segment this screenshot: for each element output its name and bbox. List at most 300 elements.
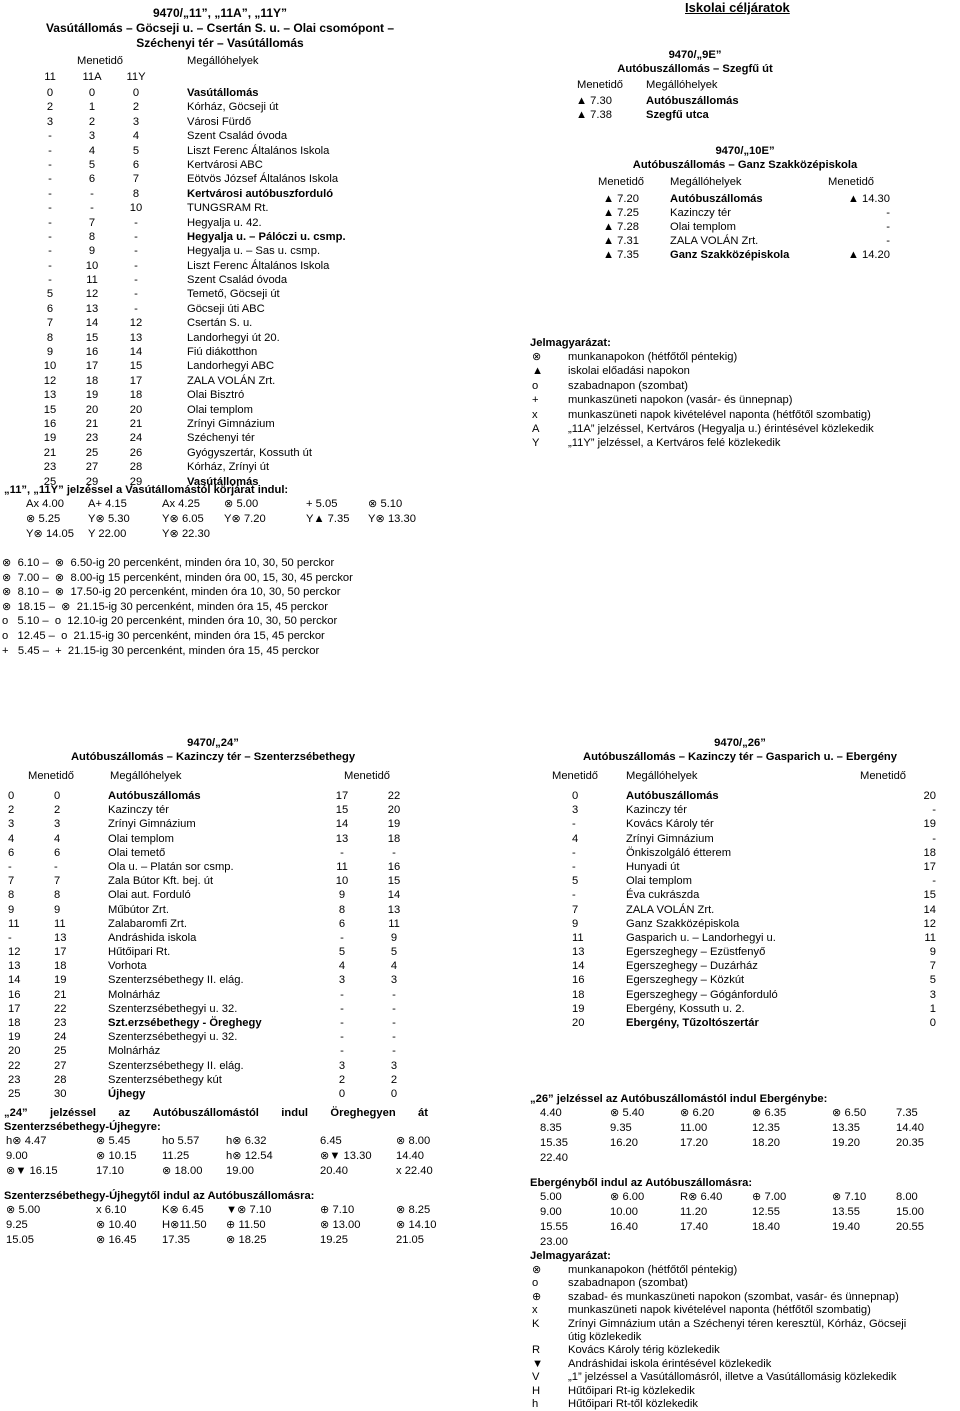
line-24-departures bbox=[4, 1106, 437, 1248]
stop-name: Eötvös József Általános Iskola bbox=[187, 173, 339, 186]
table-row bbox=[20, 431, 460, 445]
legend-text: Andráshidai iskola érintésével közlekedik bbox=[568, 1357, 772, 1370]
table-row bbox=[530, 789, 960, 803]
time-11y: 3 bbox=[132, 115, 140, 128]
time-in-a: 5 bbox=[338, 946, 346, 959]
time-out-b: 9 bbox=[54, 903, 61, 916]
departure-time: x 22.40 bbox=[396, 1165, 433, 1177]
legend-text: Hűtőipari Rt-ig közlekedik bbox=[568, 1384, 695, 1397]
departure-time: 15.05 bbox=[6, 1234, 34, 1246]
stop-name: Autóbuszállomás bbox=[646, 95, 739, 108]
table-row bbox=[8, 846, 468, 860]
time-out-a: 14 bbox=[8, 974, 21, 987]
stop-name: Hegyalja u. – Pálóczi u. csmp. bbox=[187, 230, 346, 243]
table-row bbox=[20, 230, 460, 244]
return-time: - bbox=[886, 221, 890, 234]
departure-line bbox=[2, 512, 472, 527]
departure-time: ⊕ 7.10 bbox=[320, 1204, 355, 1216]
time-out: 3 bbox=[572, 804, 579, 817]
line-26-timetable bbox=[530, 736, 960, 1030]
departure-time: ⊗ 14.10 bbox=[396, 1219, 437, 1231]
stop-name: Zala Bútor Kft. bej. út bbox=[108, 875, 214, 888]
line-26-dep1-title: „26” jelzéssel az Autóbuszállomástól indul Ebergénybe: bbox=[530, 1093, 828, 1105]
time-in-a: 3 bbox=[338, 1059, 346, 1072]
departure-line bbox=[2, 527, 472, 542]
time-11a: 25 bbox=[85, 446, 99, 459]
departure-time: 16.40 bbox=[610, 1221, 638, 1233]
departure-time: 15.35 bbox=[540, 1137, 568, 1149]
time-out-a: 23 bbox=[8, 1073, 21, 1086]
return-time: - bbox=[886, 207, 890, 220]
header-menetido: Menetidő bbox=[577, 79, 624, 92]
legend-symbol: ▲ bbox=[532, 365, 544, 378]
time-11y: - bbox=[134, 245, 138, 258]
school-title: Iskolai céljáratok bbox=[685, 0, 790, 15]
departure-time: Y⊗ 14.05 bbox=[26, 528, 74, 540]
stop-name: Olai templom bbox=[108, 832, 174, 845]
frequency-line: o 5.10 – o 12.10-ig 20 percenként, minden óra 10, 30, 50 perckor bbox=[2, 615, 338, 628]
header-stops: Megállóhelyek bbox=[187, 55, 259, 67]
time-out-a: 22 bbox=[8, 1059, 21, 1072]
time-11a: 18 bbox=[85, 374, 99, 387]
table-row bbox=[530, 945, 960, 959]
time-in-b: 0 bbox=[390, 1087, 398, 1100]
stop-name: Zrínyi Gimnázium bbox=[108, 818, 196, 831]
line-11-route-end: Széchenyi tér – Vasútállomás bbox=[136, 36, 304, 50]
time-out-b: 23 bbox=[54, 1017, 67, 1029]
time-11a: 14 bbox=[85, 317, 99, 330]
title-word: Öreghegyen bbox=[330, 1107, 396, 1119]
legend-title: Jelmagyarázat: bbox=[530, 337, 611, 349]
legend-text: iskolai előadási napokon bbox=[568, 365, 690, 378]
time-out-a: 11 bbox=[8, 917, 20, 930]
time-11: - bbox=[48, 230, 52, 243]
time-in: 0 bbox=[929, 1017, 936, 1029]
legend-item bbox=[530, 1397, 960, 1410]
table-row bbox=[20, 273, 460, 287]
time-out-a: 9 bbox=[8, 903, 15, 916]
table-row bbox=[8, 832, 468, 846]
departure-time: 21.05 bbox=[396, 1234, 424, 1246]
time-11: 16 bbox=[43, 417, 57, 430]
time-out: - bbox=[572, 889, 576, 902]
time-11y: 7 bbox=[132, 173, 140, 186]
departure-line bbox=[530, 1136, 960, 1151]
table-row bbox=[20, 244, 460, 258]
departure-line bbox=[4, 1164, 433, 1179]
table-row bbox=[8, 1059, 468, 1073]
time-out-b: 28 bbox=[54, 1073, 67, 1086]
departure-time: 8.35 bbox=[540, 1122, 562, 1134]
legend-symbol: ⊗ bbox=[532, 1264, 542, 1276]
time-out-a: 12 bbox=[8, 946, 21, 959]
time-11: - bbox=[48, 130, 52, 143]
line-11-frequency bbox=[2, 556, 472, 658]
table-row bbox=[20, 201, 460, 215]
time-11: 23 bbox=[43, 461, 57, 474]
time-11a: 20 bbox=[85, 403, 99, 416]
legend-symbol: ⊕ bbox=[532, 1290, 542, 1303]
legend-text: szabadnapon (szombat) bbox=[568, 1277, 689, 1290]
time-in-b: 15 bbox=[387, 875, 401, 888]
stop-name: Szegfű utca bbox=[646, 109, 709, 122]
time-11: - bbox=[48, 158, 52, 171]
time-11a: - bbox=[90, 202, 94, 215]
stop-name: Önkiszolgáló étterem bbox=[626, 846, 732, 859]
time-out-b: 17 bbox=[54, 946, 67, 959]
time-in: 17 bbox=[923, 860, 936, 873]
time-11y: 21 bbox=[129, 417, 143, 430]
departure-time: 9.00 bbox=[6, 1150, 28, 1162]
stop-name: Molnárház bbox=[108, 988, 161, 1001]
return-time: - bbox=[886, 235, 890, 248]
departure-line bbox=[4, 1134, 431, 1149]
departure-time: Y⊗ 5.30 bbox=[88, 513, 130, 525]
time-out: 16 bbox=[572, 974, 585, 987]
time-in-a: - bbox=[340, 931, 344, 944]
time-in: 7 bbox=[929, 960, 936, 973]
time-out-a: 6 bbox=[8, 846, 15, 859]
time-in-b: - bbox=[392, 846, 396, 859]
time-out-b: 7 bbox=[54, 875, 61, 888]
departure-time: ▲ 7.28 bbox=[603, 221, 639, 234]
stop-name: Szenterzsébethegy kút bbox=[108, 1073, 222, 1086]
time-11: - bbox=[48, 144, 52, 157]
stop-name: Olai temető bbox=[108, 846, 166, 859]
time-in-b: 3 bbox=[390, 974, 398, 987]
table-row bbox=[530, 220, 960, 234]
time-out-a: 18 bbox=[8, 1017, 21, 1029]
time-out: 9 bbox=[572, 917, 579, 930]
title-word: indul bbox=[281, 1107, 309, 1119]
departure-time: h⊗ 4.47 bbox=[6, 1135, 47, 1147]
departure-line bbox=[530, 1106, 960, 1121]
line-24-dep2-title: Szenterzsébethegy-Újhegytől indul az Autóbuszállomásra: bbox=[4, 1190, 315, 1202]
route-9e-route: Autóbuszállomás – Szegfű út bbox=[617, 63, 773, 76]
time-in-b: - bbox=[392, 1031, 396, 1044]
time-11y: 15 bbox=[129, 360, 143, 373]
departure-time: 10.00 bbox=[610, 1206, 638, 1218]
legend-item bbox=[530, 393, 960, 407]
departure-time: 20.40 bbox=[320, 1165, 348, 1177]
time-out: - bbox=[572, 818, 576, 831]
table-row bbox=[530, 1016, 960, 1030]
legend-text: munkanapokon (hétfőtől péntekig) bbox=[568, 351, 738, 363]
legend-item bbox=[530, 1343, 960, 1356]
departure-time: 20.35 bbox=[896, 1137, 924, 1149]
table-row bbox=[20, 403, 460, 417]
departure-time: R⊗ 6.40 bbox=[680, 1191, 723, 1203]
stop-name: Zalabaromfi Zrt. bbox=[108, 917, 187, 930]
time-11a: 7 bbox=[88, 216, 96, 229]
legend-text: Zrínyi Gimnázium után a Széchenyi téren keresztül, Kórház, Göcseji bbox=[568, 1317, 907, 1330]
time-in-b: 9 bbox=[390, 931, 398, 944]
stop-name: Kazinczy tér bbox=[670, 207, 731, 220]
legend-item bbox=[530, 350, 960, 364]
time-11: - bbox=[48, 259, 52, 272]
time-11a: 21 bbox=[85, 417, 99, 430]
departure-time: ⊕ 11.50 bbox=[226, 1219, 266, 1231]
departure-time: ▲ 7.30 bbox=[576, 95, 612, 108]
time-in-a: 6 bbox=[338, 917, 346, 930]
stop-name: Vasútállomás bbox=[187, 475, 259, 488]
time-out-a: 2 bbox=[8, 804, 15, 817]
time-out-b: 24 bbox=[54, 1031, 67, 1044]
table-row bbox=[8, 874, 468, 888]
departure-time: ⊗ 6.50 bbox=[832, 1107, 867, 1119]
time-out-a: 4 bbox=[8, 832, 15, 845]
departure-time: 11.20 bbox=[680, 1206, 708, 1218]
line-11-departures bbox=[2, 483, 472, 542]
legend-text: munkaszüneti napok kivételével naponta (hétfőtől szombatig) bbox=[568, 1304, 871, 1317]
departure-time: ⊗ 5.00 bbox=[224, 498, 259, 510]
stop-name: Egerszeghegy – Közkút bbox=[626, 974, 745, 987]
departure-time: Y⊗ 7.20 bbox=[224, 513, 266, 525]
departure-time: ⊗ 8.25 bbox=[396, 1204, 431, 1216]
stop-name: ZALA VOLÁN Zrt. bbox=[187, 374, 276, 387]
stop-name: Fiú diákotthon bbox=[187, 346, 258, 359]
legend-text: „1” jelzéssel a Vasútállomásról, illetve a Vasútállomásig közlekedik bbox=[568, 1371, 897, 1384]
legend-symbol: Y bbox=[532, 437, 540, 450]
time-11y: - bbox=[134, 230, 138, 243]
time-11a: 2 bbox=[88, 115, 96, 128]
time-11y: - bbox=[134, 259, 138, 272]
legend-item bbox=[530, 422, 960, 436]
line-26-dep2-title: Ebergényből indul az Autóbuszállomásra: bbox=[530, 1177, 753, 1189]
time-out-b: 6 bbox=[54, 846, 61, 859]
time-out-a: 13 bbox=[8, 960, 21, 973]
header-menetido: Menetidő bbox=[28, 770, 75, 782]
table-row bbox=[530, 973, 960, 987]
table-row bbox=[20, 359, 460, 373]
departure-time: Y⊗ 6.05 bbox=[162, 513, 204, 525]
stop-name: TUNGSRAM Rt. bbox=[187, 202, 269, 215]
time-11: - bbox=[48, 216, 52, 229]
table-row bbox=[20, 302, 460, 316]
departure-time: ▲ 7.25 bbox=[603, 207, 639, 220]
departure-time: ▲ 7.20 bbox=[603, 193, 639, 206]
time-in-a: 2 bbox=[338, 1073, 346, 1086]
stop-name: Autóbuszállomás bbox=[108, 790, 201, 802]
time-11: 9 bbox=[46, 346, 54, 359]
table-row bbox=[530, 860, 960, 874]
time-out-a: 3 bbox=[8, 818, 15, 831]
stop-name: Éva cukrászda bbox=[626, 889, 700, 902]
header-stops: Megállóhelyek bbox=[670, 176, 742, 189]
departure-time: h⊗ 12.54 bbox=[226, 1150, 273, 1162]
line-26-departures bbox=[530, 1092, 960, 1250]
departure-time: 22.40 bbox=[540, 1152, 568, 1164]
table-row bbox=[8, 1030, 468, 1044]
stop-name: Ganz Szakközépiskola bbox=[626, 917, 740, 930]
time-in-b: - bbox=[392, 1045, 396, 1058]
departure-time: ⊗ 6.00 bbox=[610, 1191, 645, 1203]
stop-name: Kórház, Zrínyi út bbox=[187, 461, 270, 474]
time-out-b: 3 bbox=[54, 818, 61, 831]
route-9e-title: 9470/„9E” bbox=[668, 49, 722, 62]
time-11a: 29 bbox=[85, 475, 99, 488]
legend-symbol: H bbox=[532, 1384, 541, 1397]
departure-time: 18.40 bbox=[752, 1221, 780, 1233]
time-out-a: - bbox=[8, 860, 12, 873]
time-out: 14 bbox=[572, 960, 585, 973]
time-11a: 10 bbox=[85, 259, 99, 272]
legend-symbol: V bbox=[532, 1371, 540, 1384]
time-11a: 27 bbox=[85, 461, 99, 474]
legend-text: „11A” jelzéssel, Kertváros (Hegyalja u.) érintésével közlekedik bbox=[568, 422, 874, 435]
line-11-title: 9470/„11”, „11A”, „11Y” bbox=[152, 6, 288, 20]
departure-time: 19.40 bbox=[832, 1221, 860, 1233]
legend-text: munkanapokon (hétfőtől péntekig) bbox=[568, 1264, 738, 1276]
time-out-b: 18 bbox=[54, 960, 67, 973]
time-11: 19 bbox=[43, 432, 57, 445]
stop-name: Andráshida iskola bbox=[108, 931, 197, 944]
time-in-b: 14 bbox=[387, 889, 401, 902]
table-row bbox=[530, 192, 960, 206]
legend-symbol: ▼ bbox=[532, 1357, 544, 1370]
stop-name: Gyógyszertár, Kossuth út bbox=[187, 446, 312, 459]
header-column: 11 bbox=[44, 71, 56, 83]
stop-name: Temető, Göcseji út bbox=[187, 288, 280, 301]
stop-name: Újhegy bbox=[108, 1087, 146, 1100]
table-row bbox=[20, 100, 460, 114]
stop-name: Hunyadi út bbox=[626, 860, 680, 873]
time-in: 3 bbox=[929, 988, 936, 1001]
time-11a: 9 bbox=[88, 245, 96, 258]
legend-symbol: h bbox=[532, 1397, 539, 1410]
time-in-a: - bbox=[340, 1031, 344, 1044]
time-in-a: 13 bbox=[335, 832, 349, 845]
stop-name: Ganz Szakközépiskola bbox=[670, 249, 790, 262]
departure-time: ⊗ 5.25 bbox=[26, 513, 61, 525]
time-in-b: 19 bbox=[387, 818, 401, 831]
time-out-a: - bbox=[8, 931, 12, 944]
time-11y: 0 bbox=[132, 87, 140, 99]
title-word: Autóbuszállomástól bbox=[152, 1107, 259, 1119]
time-in-b: 13 bbox=[387, 903, 401, 916]
table-row bbox=[8, 803, 468, 817]
time-in: 14 bbox=[923, 903, 936, 916]
stop-name: ZALA VOLÁN Zrt. bbox=[626, 903, 715, 916]
stop-name: Széchenyi tér bbox=[187, 432, 255, 445]
time-11: - bbox=[48, 187, 52, 200]
time-11y: 2 bbox=[132, 101, 140, 114]
time-out: 20 bbox=[572, 1017, 585, 1029]
departure-time: 20.55 bbox=[896, 1221, 924, 1233]
departure-time: ⊗ 18.25 bbox=[226, 1234, 267, 1246]
departure-time: 4.40 bbox=[540, 1107, 562, 1119]
stop-name: Szt.erzsébethegy - Öreghegy bbox=[108, 1017, 262, 1029]
stop-name: Szenterzsébethegyi u. 32. bbox=[108, 1002, 238, 1015]
stop-name: Szenterzsébethegy II. elág. bbox=[108, 974, 244, 987]
table-row bbox=[530, 917, 960, 931]
legend-item bbox=[530, 1303, 960, 1316]
time-in-a: 11 bbox=[336, 860, 348, 873]
line-24-dep1-title2: Szenterzsébethegy-Újhegyre: bbox=[4, 1121, 161, 1133]
time-11y: - bbox=[134, 274, 138, 287]
departure-line bbox=[530, 1220, 960, 1235]
time-out: 0 bbox=[572, 790, 579, 802]
header-stops: Megállóhelyek bbox=[646, 79, 718, 92]
table-row bbox=[8, 1073, 468, 1087]
time-11y: 4 bbox=[132, 130, 140, 143]
table-row bbox=[530, 874, 960, 888]
time-11: 15 bbox=[43, 403, 57, 416]
frequency-line: ⊗ 8.10 – ⊗ 17.50-ig 20 percenként, minden óra 10, 30, 50 perckor bbox=[2, 586, 341, 599]
departure-line bbox=[2, 497, 472, 512]
table-row bbox=[8, 1016, 468, 1030]
legend-item bbox=[530, 436, 960, 450]
stop-name: Olai Bisztró bbox=[187, 389, 245, 402]
stop-name: Zrínyi Gimnázium bbox=[187, 417, 275, 430]
table-row bbox=[20, 86, 460, 100]
table-row bbox=[530, 1002, 960, 1016]
header-menetido: Menetidő bbox=[552, 770, 599, 782]
departure-time: ▲ 7.31 bbox=[603, 235, 639, 248]
time-out: 7 bbox=[572, 903, 579, 916]
header-menetido: Menetidő bbox=[77, 55, 124, 67]
departure-time: ⊗ 13.00 bbox=[320, 1219, 361, 1231]
route-10e-title: 9470/„10E” bbox=[715, 145, 775, 158]
line-11-dep-title: „11”, „11Y” jelzéssel a Vasútállomástól körjárat indul: bbox=[4, 484, 289, 496]
departure-time: 11.25 bbox=[162, 1150, 190, 1162]
stop-name: Ebergény, Tűzoltószertár bbox=[626, 1017, 759, 1029]
stop-name: Olai templom bbox=[626, 875, 692, 888]
legend-item bbox=[530, 1357, 960, 1370]
time-in-b: 20 bbox=[387, 804, 401, 817]
time-11a: 19 bbox=[85, 389, 99, 402]
time-out-a: 17 bbox=[8, 1002, 21, 1015]
time-in: 11 bbox=[924, 931, 936, 944]
time-11a: 8 bbox=[88, 230, 96, 243]
legend-symbol: o bbox=[532, 379, 539, 392]
stop-name: Szent Család óvoda bbox=[187, 274, 288, 287]
time-in: 9 bbox=[929, 946, 936, 959]
legend-item bbox=[530, 1370, 960, 1383]
header-menetido-return: Menetidő bbox=[860, 770, 907, 782]
departure-time: 19.25 bbox=[320, 1234, 348, 1246]
table-row bbox=[8, 888, 468, 902]
time-in: 12 bbox=[923, 917, 936, 930]
departure-time: ▼⊗ 7.10 bbox=[226, 1204, 272, 1216]
stop-name: Molnárház bbox=[108, 1045, 161, 1058]
time-out-b: 22 bbox=[54, 1002, 67, 1015]
time-in: 18 bbox=[923, 846, 936, 859]
table-row bbox=[8, 959, 468, 973]
stop-name: Városi Fürdő bbox=[187, 115, 252, 128]
departure-time: H⊗11.50 bbox=[162, 1219, 207, 1231]
time-in-a: 3 bbox=[338, 974, 346, 987]
time-11a: 13 bbox=[85, 302, 99, 315]
time-out-a: 7 bbox=[8, 875, 15, 888]
title-word: jelzéssel bbox=[50, 1107, 97, 1119]
frequency-line: + 5.45 – + 21.15-ig 30 percenként, minden óra 15, 45 perckor bbox=[2, 644, 320, 657]
departure-time: 23.00 bbox=[540, 1236, 568, 1248]
time-in: - bbox=[932, 875, 936, 888]
departure-time: 19.00 bbox=[226, 1165, 254, 1177]
time-out-a: 19 bbox=[8, 1031, 21, 1044]
time-11: - bbox=[48, 245, 52, 258]
legend-text: munkaszüneti napokon (vasár- és ünnepnap) bbox=[568, 394, 793, 407]
time-in-a: 4 bbox=[338, 960, 346, 973]
time-in-a: 9 bbox=[338, 889, 346, 902]
stop-name: Kazinczy tér bbox=[108, 804, 169, 817]
time-out-b: 11 bbox=[54, 917, 66, 930]
departure-time: ⊕ 7.00 bbox=[752, 1191, 787, 1203]
legend-text: „11Y” jelzéssel, a Kertváros felé közlekedik bbox=[568, 437, 781, 450]
table-row bbox=[20, 374, 460, 388]
departure-time: + 5.05 bbox=[306, 498, 338, 510]
